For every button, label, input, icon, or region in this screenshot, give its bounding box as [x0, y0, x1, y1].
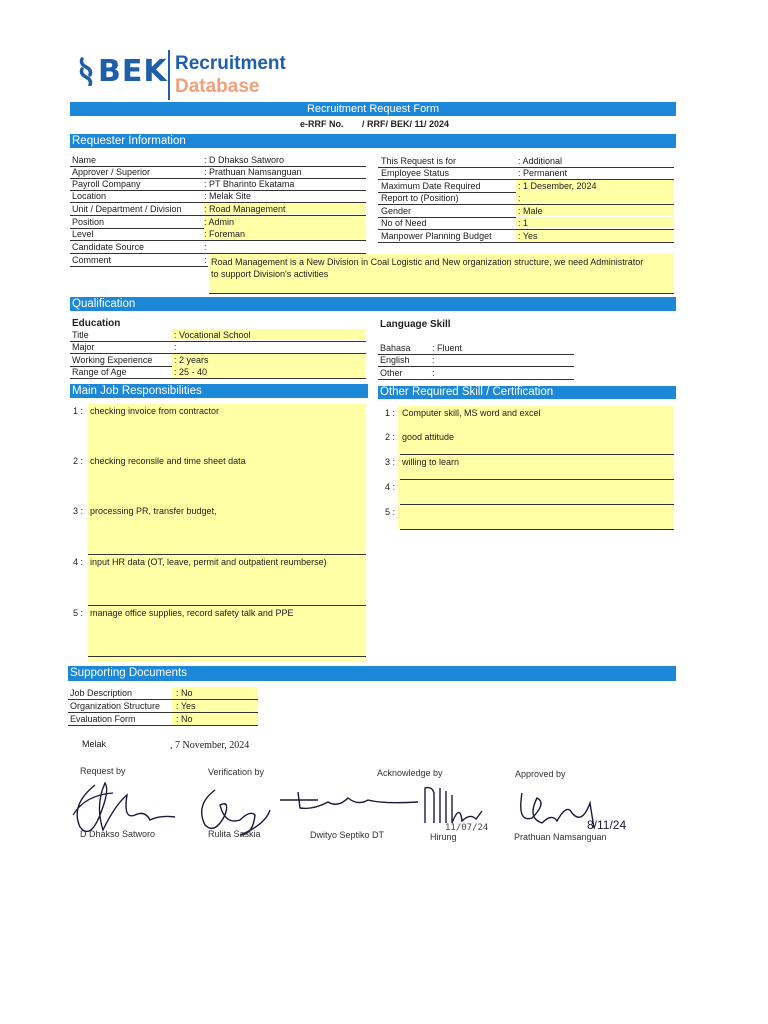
education-value: :: [174, 342, 177, 352]
signature-hirung-drawing: [420, 783, 490, 828]
sig-role-verification: Verification by: [208, 767, 265, 777]
requester-label: Location: [72, 191, 107, 201]
requester-field-highlight: [516, 217, 674, 228]
supporting-label: Job Description: [70, 688, 133, 698]
responsibility-number: 3 :: [73, 506, 84, 516]
form-title-bar: [70, 102, 676, 116]
requester-label: Employee Status: [381, 168, 450, 178]
requester-label: No of Need: [381, 218, 427, 228]
sig-name-approved: Prathuan Namsanguan: [514, 832, 607, 842]
responsibility-text: manage office supplies, record safety talk and PPE: [90, 608, 294, 618]
requester-value: : PT Bharinto Ekatama: [204, 179, 295, 189]
skill-text: Computer skill, MS word and excel: [402, 408, 541, 418]
requester-value: :: [204, 242, 207, 252]
education-value: : Vocational School: [174, 330, 251, 340]
requester-label: Position: [72, 217, 105, 227]
requester-value: : 1: [518, 218, 529, 228]
section-skills-bar: [378, 386, 676, 399]
requester-value: : D Dhakso Satworo: [204, 155, 285, 165]
education-value: : 2 years: [174, 355, 209, 365]
requester-value: : Foreman: [204, 229, 246, 239]
requester-value: : Prathuan Namsanguan: [204, 167, 302, 177]
section-requester-bar: [70, 134, 676, 148]
requester-label: Approver / Superior: [72, 167, 151, 177]
responsibility-text: input HR data (OT, leave, permit and outpatient reumberse): [90, 557, 327, 567]
requester-label: This Request is for: [381, 156, 457, 166]
responsibility-number: 2 :: [73, 456, 84, 466]
education-value: : 25 - 40: [174, 367, 208, 377]
requester-value: : 1 Desember, 2024: [518, 181, 597, 191]
requester-label: Payroll Company: [72, 179, 141, 189]
section-supporting-title: Supporting Documents: [70, 667, 187, 679]
requester-field-highlight: [516, 230, 674, 241]
sig-name-acknowledge: Dwityo Septiko DT: [310, 830, 385, 840]
language-value: :: [432, 368, 435, 378]
sig-role-approved: Approved by: [515, 769, 566, 779]
skill-underline: [400, 529, 674, 530]
responsibility-text: checking reconsile and time sheet data: [90, 456, 246, 466]
language-label: Bahasa: [380, 343, 411, 353]
place: Melak: [82, 739, 107, 749]
requester-label: Gender: [381, 206, 412, 216]
requester-value: : Road Management: [204, 204, 286, 214]
skill-field: [398, 505, 674, 529]
section-requester-title: Requester Information: [72, 135, 186, 147]
logo-text: BEK: [98, 54, 168, 89]
form-title: Recruitment Request Form: [306, 103, 440, 115]
requester-label: Manpower Planning Budget: [381, 231, 492, 241]
skill-number: 3 :: [385, 457, 396, 467]
requester-value: : Additional: [518, 156, 563, 166]
section-qualification-bar: [70, 297, 676, 311]
comment-line1: Road Management is a New Division in Coal Logistic and New organization structure, we need Administrator: [211, 257, 644, 267]
language-label: English: [380, 355, 410, 365]
supporting-label: Organization Structure: [70, 701, 161, 711]
responsibility-underline: [88, 656, 366, 657]
responsibility-text: checking invoice from contractor: [90, 406, 220, 416]
requester-label: Name: [72, 155, 97, 165]
comment-label-line: [70, 266, 208, 267]
language-title: Language Skill: [380, 319, 451, 330]
section-skills-title: Other Required Skill / Certification: [380, 386, 554, 398]
sig-role-acknowledge: Acknowledge by: [377, 768, 443, 778]
responsibility-number: 1 :: [73, 406, 84, 416]
requester-value: : Yes: [518, 231, 538, 241]
language-label: Other: [380, 368, 403, 378]
requester-field-highlight: [516, 192, 674, 203]
comment-underline: [209, 293, 674, 294]
skill-number: 4 :: [385, 482, 396, 492]
education-label: Title: [72, 330, 89, 340]
rrf-label: e-RRF No.: [300, 119, 344, 129]
signature-acknowledge-drawing: [278, 788, 428, 818]
brand-line2: Database: [175, 76, 260, 97]
sig-name-hirung: Hirung: [430, 832, 457, 842]
skill-number: 5 :: [385, 507, 396, 517]
section-qualification-title: Qualification: [72, 298, 136, 310]
brand-line1: Recruitment: [175, 53, 286, 74]
supporting-label: Evaluation Form: [70, 714, 136, 724]
requester-row-line: [378, 242, 674, 243]
supporting-row-line: [68, 725, 258, 726]
comment-label: Comment: [72, 255, 112, 265]
section-responsibilities-title: Main Job Responsibilities: [72, 385, 202, 397]
responsibility-number: 4 :: [73, 557, 84, 567]
responsibility-text: processing PR, transfer budget,: [90, 506, 217, 516]
skill-number: 2 :: [385, 432, 396, 442]
education-title: Education: [72, 318, 121, 329]
education-row-line: [70, 378, 366, 379]
language-value: : Fluent: [432, 343, 463, 353]
supporting-value: : No: [176, 714, 193, 724]
handwritten-date-approved: 8/11/24: [587, 818, 627, 832]
requester-value: :: [518, 193, 521, 203]
requester-row-line: [70, 240, 366, 241]
bek-logo-icon: [78, 56, 102, 86]
section-supporting-bar: [68, 666, 676, 681]
logo-divider: [168, 50, 170, 100]
comment-colon: :: [204, 255, 207, 265]
logo-bek: [78, 54, 168, 89]
date: , 7 November, 2024: [170, 740, 250, 751]
requester-label: Level: [72, 229, 94, 239]
language-row-line: [378, 366, 574, 367]
sig-name-verification: Rulita Saskia: [208, 829, 261, 839]
requester-value: : Male: [518, 206, 543, 216]
education-label: Range of Age: [72, 367, 127, 377]
skill-text: willing to learn: [402, 457, 460, 467]
requester-value: : Melak Site: [204, 191, 252, 201]
supporting-value: : Yes: [176, 701, 196, 711]
responsibility-number: 5 :: [73, 608, 84, 618]
sig-name-request: D Dhakso Satworo: [80, 829, 156, 839]
sig-role-request: Request by: [80, 766, 126, 776]
requester-value: : Permanent: [518, 168, 568, 178]
handwritten-date-hirung: 11/07/24: [445, 823, 489, 833]
supporting-value: : No: [176, 688, 193, 698]
education-row-line: [70, 341, 366, 342]
education-label: Working Experience: [72, 355, 153, 365]
comment-line2: to support Division's activities: [211, 269, 329, 279]
language-row-line: [378, 379, 574, 380]
requester-label: Report to (Position): [381, 193, 459, 203]
requester-label: Candidate Source: [72, 242, 145, 252]
education-label: Major: [72, 342, 95, 352]
requester-label: Unit / Department / Division: [72, 204, 182, 214]
rrf-value: / RRF/ BEK/ 11/ 2024: [362, 119, 450, 129]
skill-field: [398, 480, 674, 504]
skill-number: 1 :: [385, 408, 396, 418]
requester-value: : Admin: [204, 217, 235, 227]
requester-label: Maximum Date Required: [381, 181, 481, 191]
section-responsibilities-bar: [70, 384, 368, 398]
language-value: :: [432, 355, 435, 365]
skill-text: good attitude: [402, 432, 455, 442]
